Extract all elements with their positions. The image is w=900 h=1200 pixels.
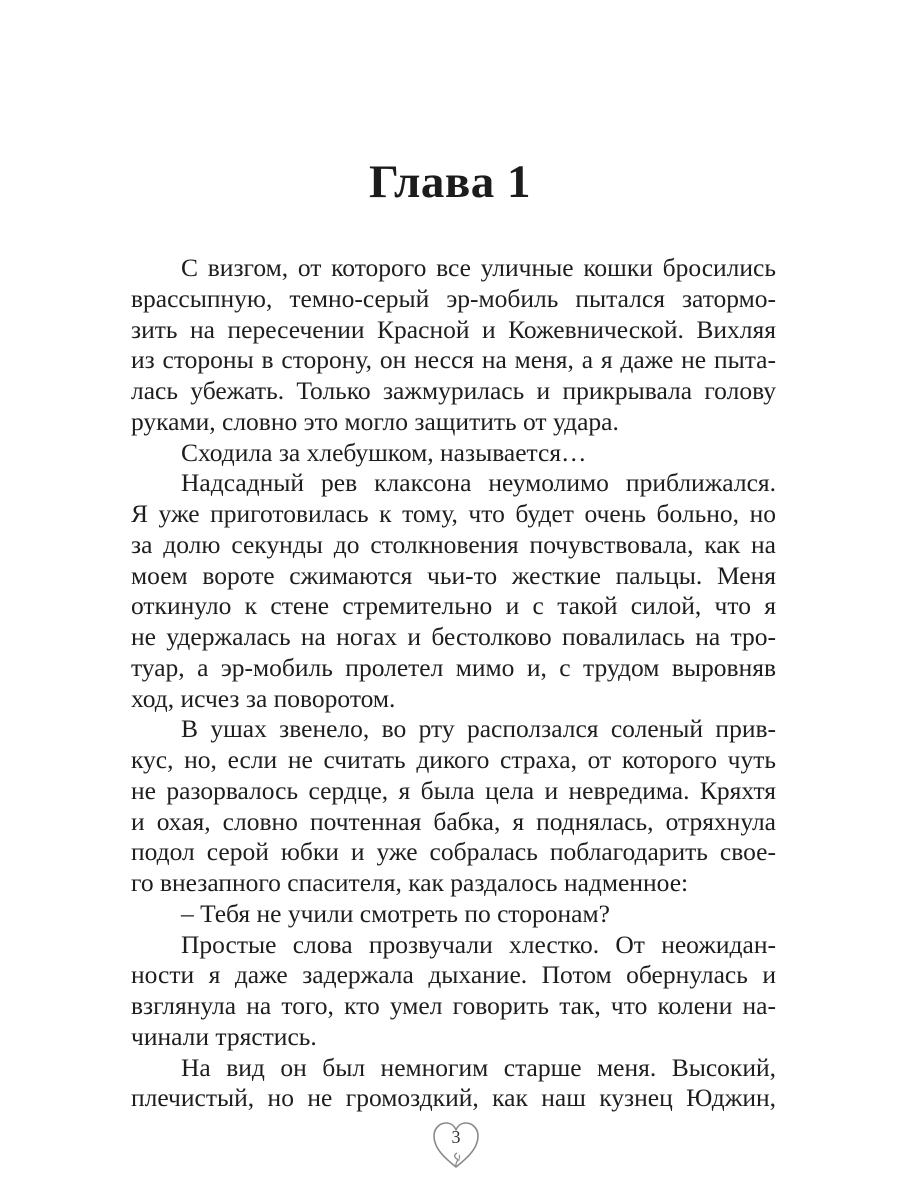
text-line: моем вороте сжимаются чьи-то жесткие пальцы. Меня — [131, 560, 776, 590]
text-line: лась убежать. Только зажмурилась и прикрывала голову — [131, 376, 776, 405]
text-line: Сходила за хлебушком, называется… — [181, 437, 587, 467]
text-line: и охая, словно почтенная бабка, я поднялась, отряхнула — [131, 806, 776, 836]
text-line: не разорвалось сердце, я была цела и невредима. Кряхтя — [131, 775, 776, 805]
text-line: не удержалась на ногах и бестолково повалилась на тро- — [131, 622, 776, 651]
text-line: ход, исчез за поворотом. — [131, 683, 396, 713]
page-number: 3 — [451, 1127, 461, 1147]
text-line: подол серой юбки и уже собралась поблагодарить свое- — [131, 837, 776, 867]
text-line: из стороны в сторону, он несся на меня, а я даже не пыта- — [131, 345, 776, 375]
text-line: В ушах звенело, во рту расползался соленый прив- — [181, 714, 776, 744]
text-line: Я уже приготовилась к тому, что будет очень больно, но — [131, 499, 776, 528]
text-line: плечистый, но не громоздкий, как наш кузнец Юджин, — [131, 1083, 776, 1113]
chapter-title: Глава 1 — [368, 156, 532, 208]
text-line: кус, но, если не считать дикого страха, от которого чуть — [131, 745, 776, 774]
text-line: Надсадный рев клаксона неумолимо приближался. — [181, 468, 776, 498]
text-line: На вид он был немногим старше меня. Высокий, — [181, 1052, 776, 1082]
text-line: зить на пересечении Красной и Кожевнической. Вихляя — [131, 314, 776, 344]
text-line: Простые слова прозвучали хлестко. От неожидан- — [181, 929, 776, 959]
text-line: чинали трястись. — [131, 1021, 317, 1051]
text-line: ности я даже задержала дыхание. Потом обернулась и — [131, 960, 776, 990]
text-line: взглянула на того, кто умел говорить так, что колени на- — [131, 991, 776, 1020]
text-line: С визгом, от которого все уличные кошки бросились — [181, 253, 776, 282]
text-line: туар, а эр-мобиль пролетел мимо и, с трудом выровняв — [131, 652, 776, 682]
chapter-body — [131, 253, 776, 1114]
page-number-ornament — [428, 1117, 484, 1173]
text-line: за долю секунды до столкновения почувствовала, как на — [131, 529, 776, 559]
text-line: го внезапного спасителя, как раздалось надменное: — [131, 868, 689, 897]
text-line: откинуло к стене стремительно и с такой силой, что я — [131, 591, 776, 621]
text-line: – Тебя не учили смотреть по сторонам? — [181, 898, 610, 928]
text-line: руками, словно это могло защитить от удара. — [131, 406, 619, 436]
text-line: врассыпную, темно-серый эр-мобиль пытался затормо- — [131, 283, 776, 313]
